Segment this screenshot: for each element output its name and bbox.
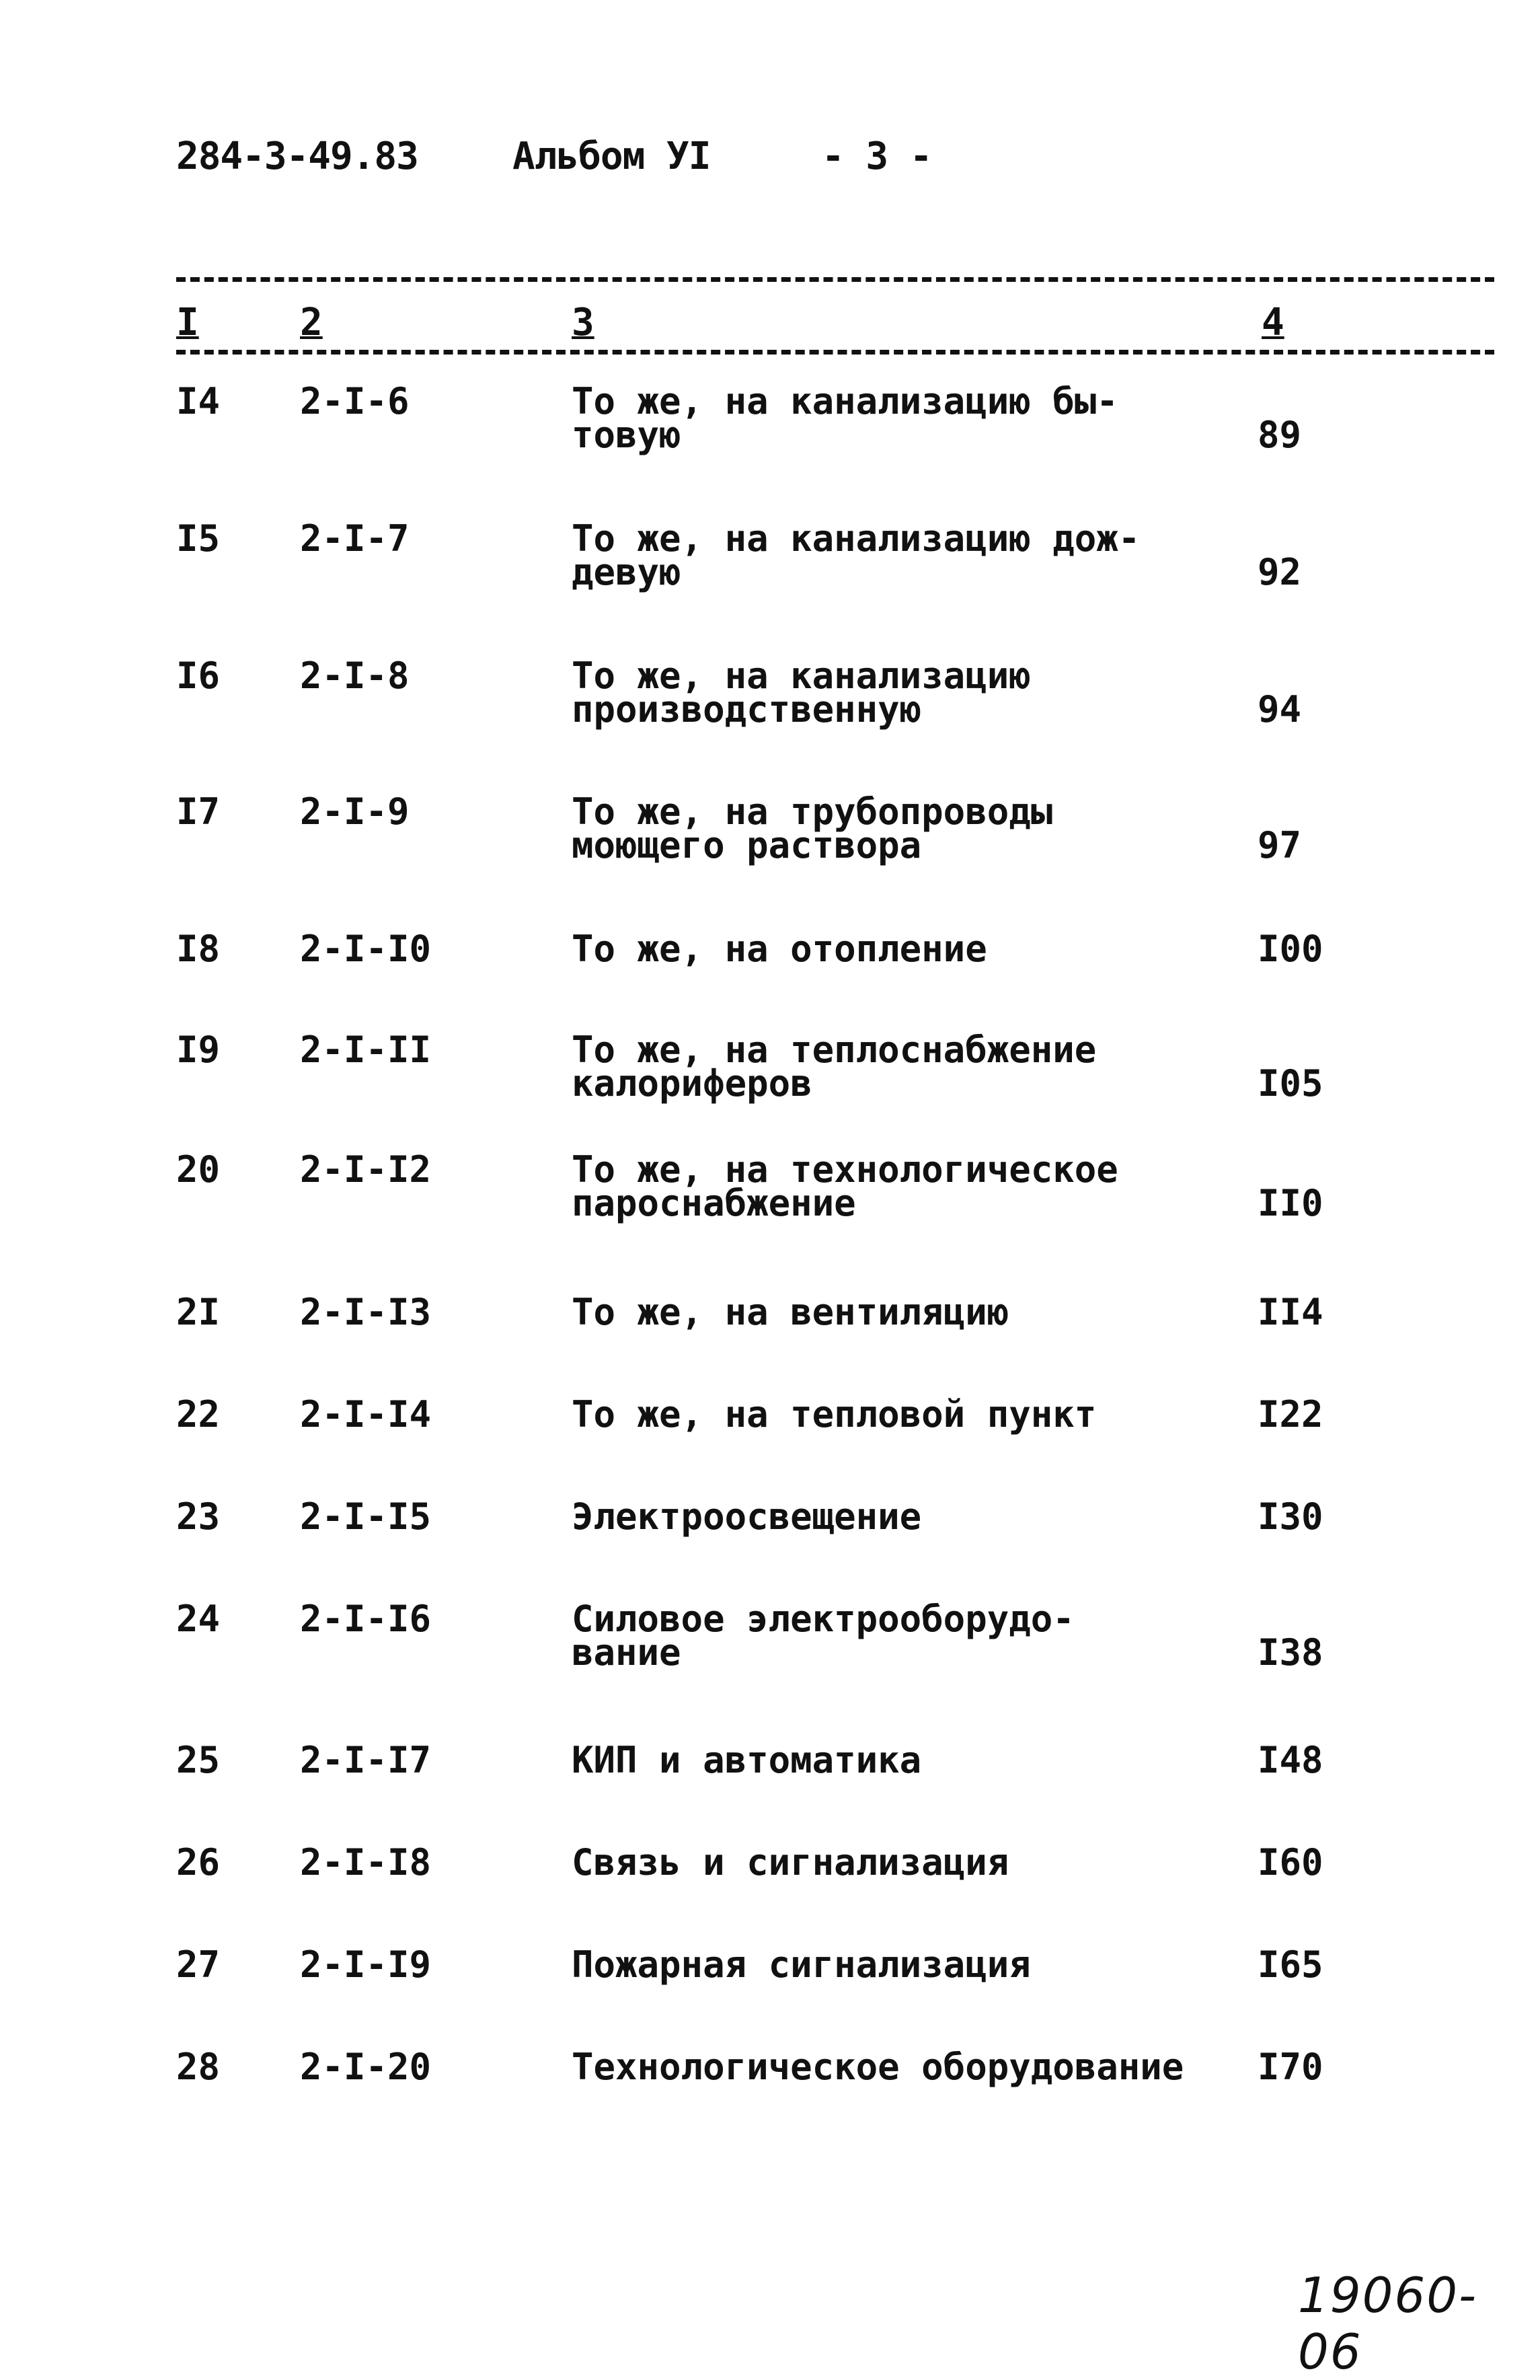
row-number: I6 [176,655,221,697]
row-page: I38 [1258,1631,1323,1674]
handwritten-archive-number: 19060-06 [1298,2267,1478,2380]
row-code: 2-I-8 [300,655,410,697]
row-code: 2-I-7 [300,517,410,560]
row-description: То же, на канализацию производственную [572,655,1031,731]
row-number: 20 [176,1148,221,1191]
row-number: 28 [176,2046,221,2088]
row-description: То же, на отопление [572,928,987,970]
row-page: I22 [1258,1393,1323,1436]
row-number: 23 [176,1495,221,1538]
row-code: 2-I-I3 [300,1291,432,1333]
row-number: 24 [176,1598,221,1640]
row-code: 2-I-20 [300,2046,432,2088]
row-description: Связь и сигнализация [572,1841,1009,1884]
row-description: То же, на вентиляцию [572,1291,1009,1333]
row-page: I65 [1258,1943,1323,1986]
row-number: I9 [176,1029,221,1071]
row-description: То же, на канализацию бы- товую [572,380,1118,456]
row-code: 2-I-I5 [300,1495,432,1538]
document-code: 284-3-49.83 [176,135,418,178]
album-label: Альбом УI [512,135,711,178]
row-description: То же, на трубопроводы моющего раствора [572,790,1053,866]
row-number: 27 [176,1943,221,1986]
row-code: 2-I-I7 [300,1739,432,1781]
row-number: I8 [176,928,221,970]
row-description: То же, на канализацию дож- девую [572,517,1141,593]
row-page: I60 [1258,1841,1323,1884]
row-code: 2-I-I0 [300,928,432,970]
dashed-divider-top [176,277,1494,282]
row-page: 89 [1258,414,1302,456]
row-code: 2-I-I8 [300,1841,432,1884]
row-number: 2I [176,1291,221,1333]
row-number: 26 [176,1841,221,1884]
row-description: Технологическое оборудование [572,2046,1184,2088]
row-description: Силовое электрооборудо- вание [572,1598,1075,1674]
row-description: Пожарная сигнализация [572,1943,1031,1986]
row-code: 2-I-I4 [300,1393,432,1436]
row-code: 2-I-I2 [300,1148,432,1191]
column-header-2: 2 [300,301,323,344]
row-page: II0 [1258,1182,1323,1224]
row-number: I4 [176,380,221,422]
row-description: То же, на теплоснабжение калориферов [572,1029,1097,1105]
row-page: I70 [1258,2046,1323,2088]
row-code: 2-I-I6 [300,1598,432,1640]
row-page: I00 [1258,928,1323,970]
row-number: 22 [176,1393,221,1436]
column-header-4: 4 [1262,301,1284,344]
row-code: 2-I-6 [300,380,410,422]
row-number: I5 [176,517,221,560]
row-description: Электроосвещение [572,1495,922,1538]
dashed-divider-header [176,350,1494,355]
row-page: I30 [1258,1495,1323,1538]
column-header-1: I [176,301,199,344]
row-page: II4 [1258,1291,1323,1333]
row-page: 92 [1258,551,1302,593]
page-number: - 3 - [822,135,932,178]
row-description: То же, на технологическое пароснабжение [572,1148,1118,1224]
column-header-3: 3 [572,301,594,344]
row-page: I48 [1258,1739,1323,1781]
row-page: 94 [1258,688,1302,731]
row-code: 2-I-9 [300,790,410,833]
row-code: 2-I-II [300,1029,432,1071]
row-page: 97 [1258,824,1302,866]
row-number: 25 [176,1739,221,1781]
row-description: КИП и автоматика [572,1739,922,1781]
row-code: 2-I-I9 [300,1943,432,1986]
row-description: То же, на тепловой пункт [572,1393,1097,1436]
row-number: I7 [176,790,221,833]
row-page: I05 [1258,1062,1323,1105]
